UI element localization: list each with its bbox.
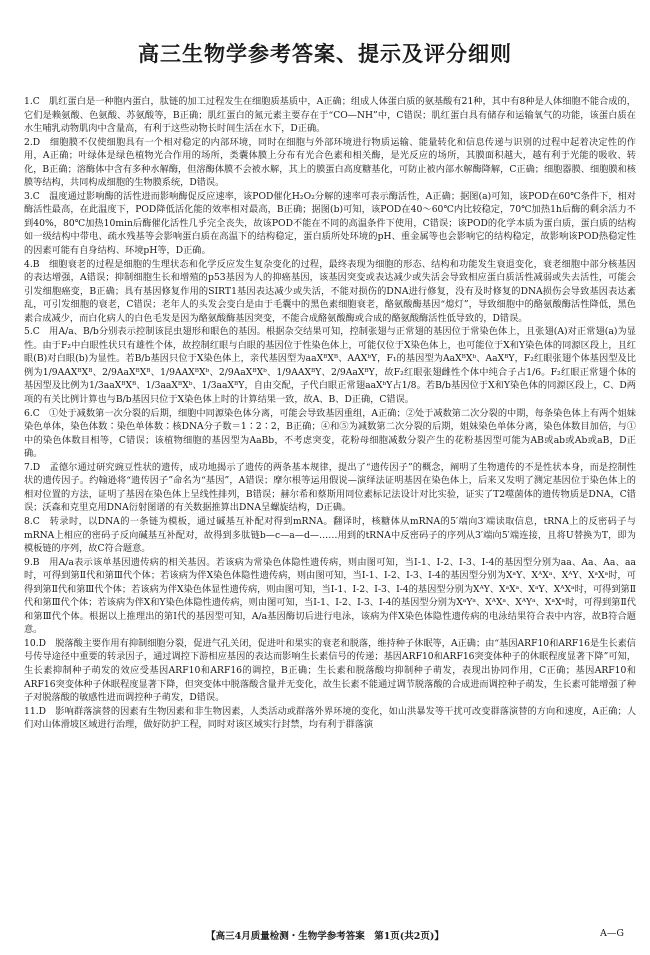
answer-item-11: 11.D 影响群落演替的因素有生物因素和非生物因素，人类活动或群落外界环境的变化，如山洪暴发等干扰可改变群落演替的方向和速度，A正确；人们对山体滑坡区域进行治理，做好防护工程，同时对该区域实行封禁，均有利于群落演 (24, 705, 636, 731)
answer-list (24, 95, 636, 732)
answer-item-10: 10.D 脱落酸主要作用有抑制细胞分裂，促进气孔关闭，促进叶和果实的衰老和脱落，维持种子休眠等，A正确；由“基因ARF10和ARF16是生长素信号传导途径中重要的转录因子，通过调控下游相应基因的表达而影响生长素信号的传递；基因ARF10和ARF16突变体种子的休眠程度显著下降”可知，生长素抑制种子萌发的效应受基因ARF10和ARF16的调控，B正确；生长素和脱落酸均抑制种子萌发，表现出协同作用，C正确；基因ARF10和ARF16突变体种子休眠程度显著下降，但突变体中脱落酸含量并无变化，故生长素不能通过调节脱落酸的合成进而调控种子萌发，生长素可能增强了种子对脱落酸的敏感性进而调控种子萌发，D错误。 (24, 637, 636, 704)
answer-item-9: 9.B 用A/a表示该单基因遗传病的相关基因。若该病为常染色体隐性遗传病，则由图可知，当Ⅰ-1、Ⅰ-2、Ⅰ-3、Ⅰ-4的基因型分别为aa、Aa、Aa、aa时，可得到第Ⅱ代和第Ⅲ代个体；若该病为伴X染色体隐性遗传病，则由图可知，当Ⅰ-1、Ⅰ-2、Ⅰ-3、Ⅰ-4的基因型分别为XᵃY、XᴬXᵃ、XᴬY、XᵃXᵃ时，可得到第Ⅱ代和第Ⅲ代个体；若该病为伴X染色体显性遗传病，则由图可知，当Ⅰ-1、Ⅰ-2、Ⅰ-3、Ⅰ-4的基因型分别为XᴬY、XᵃXᵃ、XᵃY、XᴬXᵃ时，可得到第Ⅱ代和第Ⅲ代个体；若该病为伴X和Y染色体隐性遗传病，则由图可知，当Ⅰ-1、Ⅰ-2、Ⅰ-3、Ⅰ-4的基因型分别为XᵃYᵃ、XᴬXᵃ、XᴬYᵃ、XᵃXᵃ时，可得到第Ⅱ代和第Ⅲ代个体。根据以上推理出的第Ⅰ代的基因型可知，A/a基因酶切后进行电泳，该病为伴X染色体隐性遗传病的电泳结果符合表中内容，故B符合题意。 (24, 556, 636, 636)
answer-item-5: 5.C 用A/a、B/b分别表示控制该昆虫翅形和眼色的基因。根据杂交结果可知，控制张翅与正常翅的基因位于常染色体上，且张翅(A)对正常翅(a)为显性。由于F₂中白眼性状只有雄性个体，故控制红眼与白眼的基因位于性染色体上，可能仅位于X染色体上，也可能位于X和Y染色体的同源区段上，且红眼(B)对白眼(b)为显性。若B/b基因只位于X染色体上，亲代基因型为aaXᴮXᴮ、AAXᵇY，F₁的基因型为AaXᴮXᵇ、AaXᴮY，F₂红眼张翅个体基因型及比例为1/9AAXᴮXᴮ、2/9AaXᴮXᴮ、1/9AAXᴮXᵇ、2/9AaXᴮXᵇ、1/9AAXᴮY、2/9AaXᴮY，故F₂红眼张翅雌性个体中纯合子占1/6。F₂红眼正常翅个体的基因型及比例为1/3aaXᴮXᴮ、1/3aaXᴮXᵇ、1/3aaXᴮY，自由交配，子代白眼正常翅aaXᵇY占1/8。若B/b基因位于X和Y染色体的同源区段上，C、D两项的有关比例计算也与B/b基因只位于X染色体上时的计算结果一致，故A、B、D正确，C错误。 (24, 326, 636, 406)
footer-page-info: 【高三4月质量检测・生物学参考答案 第1页(共2页)】 (206, 931, 444, 942)
answer-item-4: 4.B 细胞衰老的过程是细胞的生理状态和化学反应发生复杂变化的过程，最终表现为细胞的形态、结构和功能发生衰退变化，衰老细胞中部分核基因的表达增强，A错误；抑制细胞生长和增殖的p53基因为人的抑癌基因，该基因突变或表达减少或失活会导致相应蛋白质活性减弱或失去活性，可能会引发细胞癌变，B正确；具有基因修复作用的SIRT1基因表达减少或失活，不能对损伤的DNA进行修复，没有及时修复的DNA损伤会导致基因表达紊乱，可引发细胞的衰老，C错误；老年人的头发会变白是由于毛囊中的黑色素细胞衰老，酪氨酸酶基因“熄灯”，导致细胞中的酪氨酸酶活性降低，黑色素合成减少，而白化病人的白色毛发是因为酪氨酸酶基因突变，不能合成酪氨酸酶或合成的酪氨酸酶活性低导致的，D错误。 (24, 258, 636, 324)
answer-item-8: 8.C 转录时，以DNA的一条链为模板，通过碱基互补配对得到mRNA。翻译时，核糖体从mRNA的5′端向3′端读取信息，tRNA上的反密码子与mRNA上相应的密码子反向碱基互补配对，故得到多肽链b—c—a—d—……用到的tRNA中反密码子的序列从3′端向5′端连接，且将U替换为T，即为模板链的序列，故C符合题意。 (24, 515, 636, 555)
answer-item-6: 6.C ①处于减数第一次分裂的后期，细胞中同源染色体分离，可能会导致基因重组，A正确；②处于减数第二次分裂的中期，每条染色体上有两个姐妹染色单体，染色体数∶染色单体数∶核DNA分子数＝1∶2∶2，B正确；④和⑤为减数第二次分裂的后期，姐妹染色单体分离，染色体数目加倍，与①中的染色体数目相等，C错误；该植物细胞的基因型为AaBb，不考虑突变，花粉母细胞减数分裂产生的花粉基因型可能为AB或ab或Ab或aB，D正确。 (24, 407, 636, 460)
answer-item-7: 7.D 孟德尔通过研究豌豆性状的遗传，成功地揭示了遗传的两条基本规律，提出了“遗传因子”的概念，阐明了生物遗传的不是性状本身，而是控制性状的遗传因子。约翰逊将“遗传因子”命名为“基因”，A错误；摩尔根等运用假说—演绎法证明基因在染色体上，后来又发明了测定基因位于染色体上的相对位置的方法，证明了基因在染色体上呈线性排列，B错误；赫尔希和蔡斯用同位素标记法设计对比实验，证实了T2噬菌体的遗传物质是DNA，C错误；沃森和克里克用DNA衍射图谱的有关数据推算出DNA呈螺旋结构，D正确。 (24, 461, 636, 514)
page-footer (0, 928, 650, 944)
footer-version-code: A—G (600, 928, 624, 939)
answer-item-3: 3.C 温度通过影响酶的活性进而影响酶促反应速率，该POD催化H₂O₂分解的速率可表示酶活性，A正确；据图(a)可知，该POD在60℃条件下，相对酶活性最高，在此温度下，POD降低活化能的效率相对最高，B正确；据图(b)可知，该POD在40～60℃内比较稳定，70℃加热1h后酶的剩余活力不到40%，80℃加热10min后酶催化活性几乎完全丧失，故该POD不能在不同的高温条件下使用，C错误；该POD的化学本质为蛋白质，蛋白质的结构如一级结构中带电、疏水残基等会影响蛋白质在高温下的结构稳定，蛋白质所处环境的pH、重金属等也会影响它的结构稳定，故影响该POD热稳定性的因素可能有自身结构、环境pH等，D正确。 (24, 190, 636, 257)
answer-item-1: 1.C 肌红蛋白是一种胞内蛋白，肽链的加工过程发生在细胞质基质中，A正确；组成人体蛋白质的氨基酸有21种，其中有8种是人体细胞不能合成的，它们是赖氨酸、色氨酸、苏氨酸等，B正确；肌红蛋白的氮元素主要存在于“CO—NH”中，C错误；肌红蛋白具有储存和运输氧气的功能，该蛋白质在水生哺乳动物肌肉中含量高，有利于这些动物长时间生活在水下，D正确。 (24, 96, 636, 135)
answer-item-2: 2.D 细胞膜不仅使细胞具有一个相对稳定的内部环境，同时在细胞与外部环境进行物质运输、能量转化和信息传递与识别的过程中起着决定性的作用，A正确；叶绿体是绿色植物光合作用的场所，类囊体膜上分布有光合色素和相关酶，是光反应的场所，其膜面积越大，越有利于光能的吸收、转化，B正确；溶酶体中含有多种水解酶，但溶酶体膜不会被水解，其上的膜蛋白高度糖基化，可防止被内部水解酶降解，C正确；细胞器膜、细胞膜和核膜等结构，共同构成细胞的生物膜系统，D错误。 (24, 136, 636, 189)
page-title: 高三生物学参考答案、提示及评分细则 (138, 42, 512, 66)
